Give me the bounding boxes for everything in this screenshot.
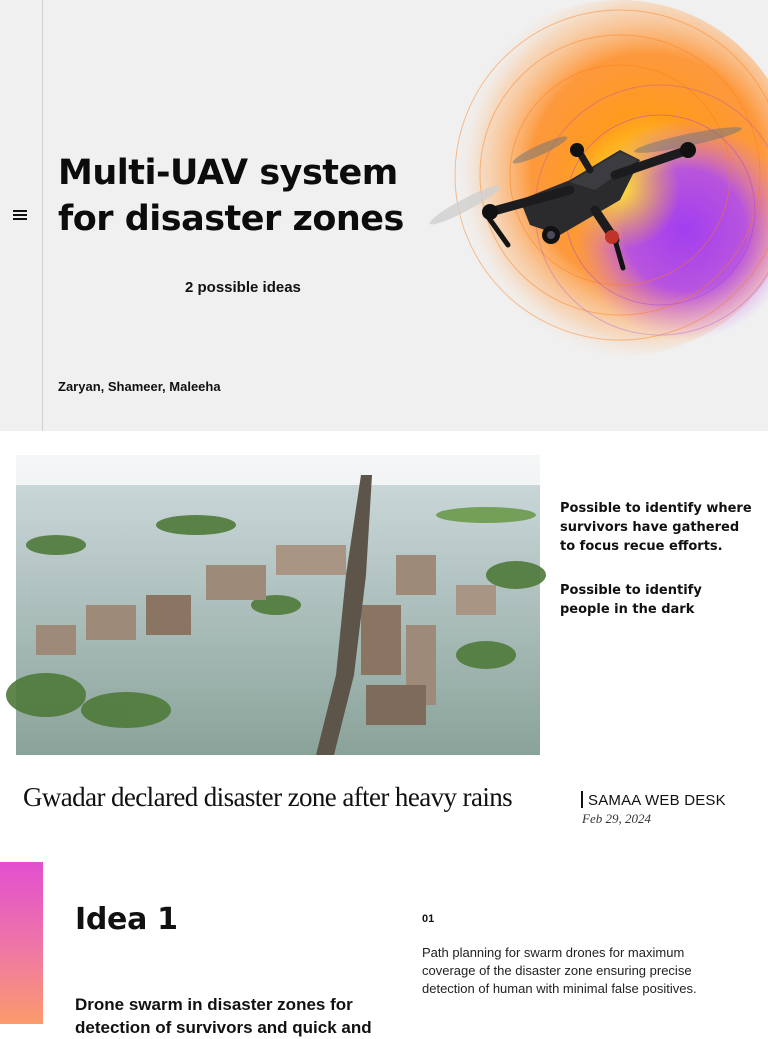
- step-text: Path planning for swarm drones for maximum coverage of the disaster zone ensuring precise detection of human with minimal false positives.: [422, 945, 697, 996]
- bullet-survivors: Possible to identify where survivors have gathered to focus recue efforts.: [560, 501, 752, 554]
- news-date: Feb 29, 2024: [582, 811, 651, 826]
- step-number: 01: [422, 913, 435, 925]
- slide-subtitle: 2 possible ideas: [185, 279, 301, 296]
- flood-slide: [0, 431, 768, 862]
- source-bar: [581, 791, 583, 808]
- title-line-2: for disaster zones: [58, 199, 404, 239]
- title-slide: [0, 0, 768, 431]
- news-source-label: SAMAA WEB DESK: [588, 792, 726, 809]
- news-source: [581, 791, 726, 809]
- news-headline: Gwadar declared disaster zone after heavy rains: [23, 782, 513, 812]
- author-names: Zaryan, Shameer, Maleeha: [58, 379, 221, 394]
- bullet-dark-detection: Possible to identify people in the dark: [560, 583, 702, 617]
- left-rail: [0, 0, 43, 431]
- slide-title: [58, 150, 438, 242]
- title-line-1: Multi-UAV system: [58, 153, 398, 193]
- idea-slide: [0, 862, 768, 1037]
- idea-title: Idea 1: [75, 902, 178, 937]
- accent-gradient-bar: [0, 862, 43, 1024]
- hamburger-menu-icon[interactable]: [13, 210, 27, 220]
- drone-illustration: [420, 0, 768, 380]
- flood-aerial-photo: [16, 455, 540, 755]
- idea-description: Drone swarm in disaster zones for detection of survivors and quick and: [75, 995, 372, 1037]
